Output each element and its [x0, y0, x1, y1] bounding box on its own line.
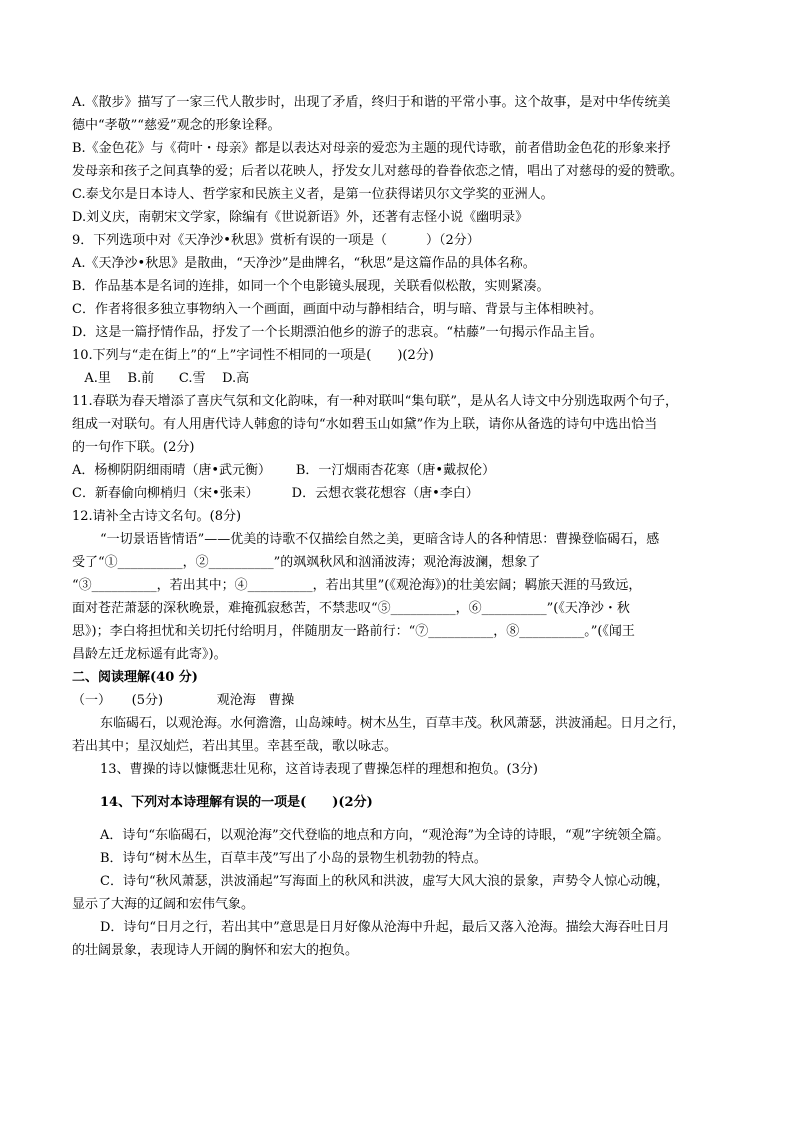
text-line: C．作者将很多独立事物纳入一个画面，画面中动与静相结合，明与暗、背景与主体相映衬。	[72, 302, 602, 317]
text-line: C．新春偷向柳梢归（宋•张耒） D．云想衣裳花想容（唐•李白）	[72, 486, 479, 501]
text-line: B．作品基本是名词的连排，如同一个个电影镜头展现，关联看似松散，实则紧凑。	[72, 279, 550, 294]
spacer	[72, 781, 732, 791]
text-line: 德中“孝敬”“慈爱”观念的形象诠释。	[72, 118, 281, 133]
text-line: D．这是一篇抒情作品，抒发了一个长期漂泊他乡的游子的悲哀。“枯藤”一句揭示作品主旨。	[72, 325, 603, 340]
text-line: 11.春联为春天增添了喜庆气氛和文化韵味，有一种对联叫“集句联”，是从名人诗文中分别选取两个句子，	[72, 394, 678, 409]
text-line: 若出其中；星汉灿烂，若出其里。幸甚至哉，歌以咏志。	[72, 739, 398, 754]
text-line: 的壮阔景象，表现诗人开阔的胸怀和宏大的抱负。	[72, 943, 359, 958]
text-line: B.《金色花》与《荷叶・母亲》都是以表达对母亲的爱恋为主题的现代诗歌，前者借助金色花的形象来抒	[72, 141, 671, 156]
text-line: “③__________，若出其中；④__________，若出其里”(《观沧海》)的壮美宏阔；羁旅天涯的马致远，	[72, 578, 642, 593]
text-line: A.《散步》描写了一家三代人散步时，出现了矛盾，终归于和谐的平常小事。这个故事，是对中华传统美	[72, 95, 671, 110]
text-line: 显示了大海的辽阔和宏伟气象。	[72, 897, 255, 912]
text-line: 昌龄左迁龙标遥有此寄》)。	[72, 647, 227, 662]
text-line: C.泰戈尔是日本诗人、哲学家和民族主义者，是第一位获得诺贝尔文学奖的亚洲人。	[72, 187, 554, 202]
text-line: A.里 B.前 C.雪 D.高	[72, 371, 250, 386]
text-line: A．杨柳阴阴细雨晴（唐•武元衡） B．一汀烟雨杏花寒（唐•戴叔伦）	[72, 463, 496, 478]
text-line: A.《天净沙•秋思》是散曲，“天净沙”是曲牌名，“秋思”是这篇作品的具体名称。	[72, 256, 536, 271]
text-line: 14、下列对本诗理解有误的一项是( )(2分)	[100, 795, 373, 810]
text-line: 13、曹操的诗以慷慨悲壮见称，这首诗表现了曹操怎样的理想和抱负。(3分)	[100, 762, 538, 777]
text-line: A．诗句“东临碣石，以观沧海”交代登临的地点和方向，“观沧海”为全诗的诗眼，“观”字统领全篇。	[100, 828, 670, 843]
text-line: D．诗句“日月之行，若出其中”意思是日月好像从沧海中升起，最后又落入沧海。描绘大海吞吐日月	[100, 920, 670, 935]
text-line: D.刘义庆，南朝宋文学家，除编有《世说新语》外，还著有志怪小说《幽明录》	[72, 210, 529, 225]
text-line: 组成一对联句。有人用唐代诗人韩愈的诗句“水如碧玉山如黛”作为上联，请你从备选的诗句中选出恰当	[72, 417, 658, 432]
text-line: 受了“①__________，②__________”的飒飒秋风和汹涌波涛；观沧海波澜，想象了	[72, 555, 541, 570]
text-line: （一） (5分) 观沧海 曹操	[72, 693, 295, 708]
text-line: C．诗句“秋风萧瑟，洪波涌起”写海面上的秋风和洪波，虚写大风大浪的景象，声势令人惊心动魄，	[100, 874, 670, 889]
text-line: 东临碣石，以观沧海。水何澹澹，山岛竦峙。树木丛生，百草丰茂。秋风萧瑟，洪波涌起。日月之行，	[100, 716, 686, 731]
text-line: 思》)；李白将担忧和关切托付给明月，伴随朋友一路前行：“⑦__________，⑧__________。”(《闻王	[72, 624, 635, 639]
exam-page	[72, 91, 732, 962]
text-line: 二、阅读理解(40 分)	[72, 670, 198, 685]
spacer	[72, 814, 732, 824]
text-line: 10.下列与“走在街上”的“上”字词性不相同的一项是( )(2分)	[72, 348, 434, 363]
text-line: 面对苍茫萧瑟的深秋晚景，难掩孤寂愁苦，不禁悲叹“⑤__________，⑥__________”(《天净沙・秋	[72, 601, 630, 616]
text-line: B．诗句“树木丛生，百草丰茂”写出了小岛的景物生机勃勃的特点。	[100, 851, 487, 866]
text-line: 的一句作下联。(2分)	[72, 440, 195, 455]
text-line: “一切景语皆情语”——优美的诗歌不仅描绘自然之美，更暗含诗人的各种情思：曹操登临碣石，感	[100, 532, 660, 547]
text-line: 发母亲和孩子之间真挚的爱；后者以花映人，抒发女儿对慈母的眷眷依恋之情，唱出了对慈母的爱的赞歌。	[72, 164, 684, 179]
text-line: 12.请补全古诗文名句。(8分)	[72, 509, 242, 524]
text-line: 9．下列选项中对《天净沙•秋思》赏析有误的一项是（ ）（2分）	[72, 233, 480, 248]
